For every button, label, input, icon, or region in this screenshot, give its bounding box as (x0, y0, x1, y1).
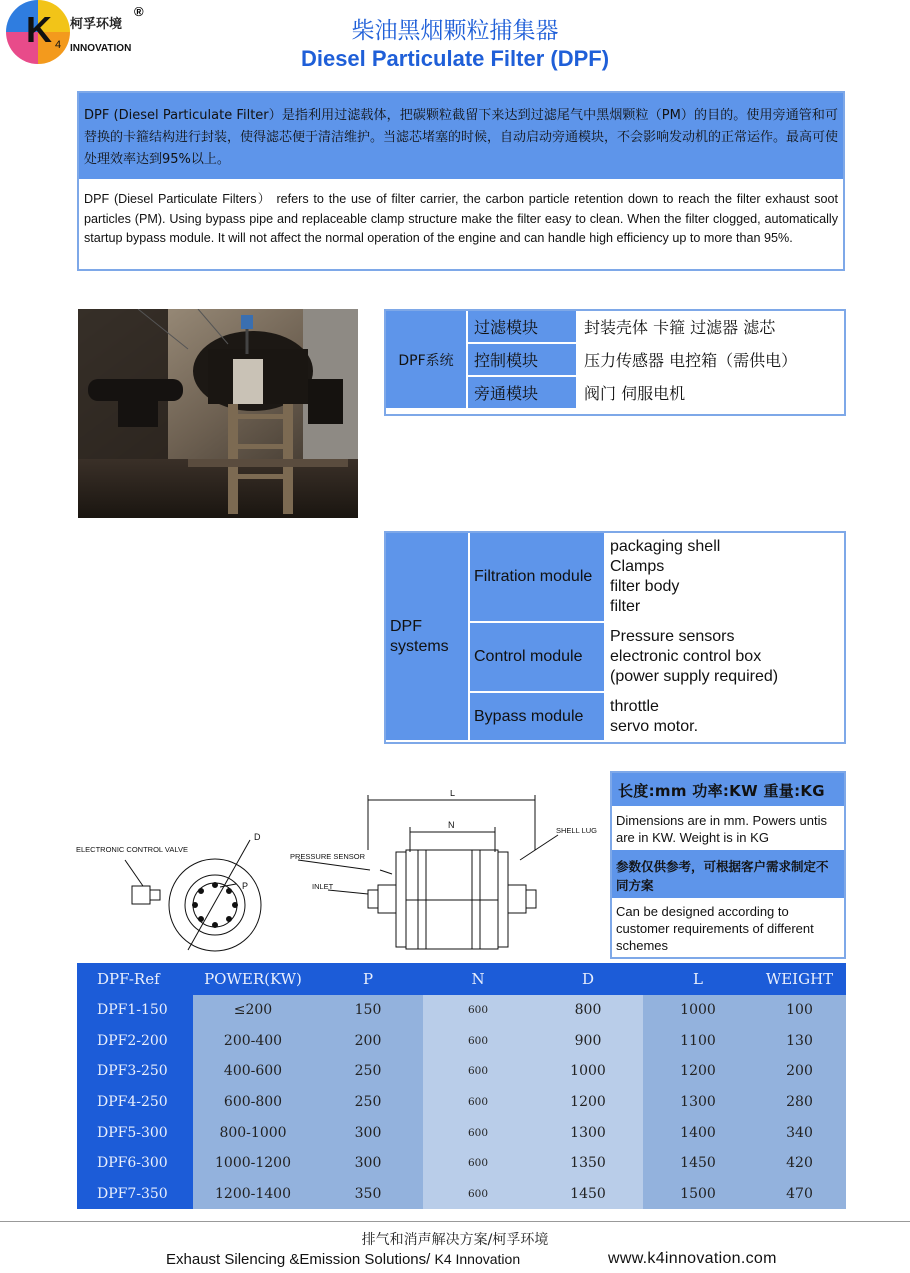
spec-cell: 600 (423, 1117, 533, 1148)
footer-url[interactable]: www.k4innovation.com (608, 1250, 777, 1267)
spec-cell: 600-800 (193, 1087, 313, 1118)
spec-cell: 1350 (533, 1148, 643, 1179)
custom-note-en: Can be designed according to customer requirements of different schemes (616, 904, 814, 953)
part-line: electronic control box (610, 648, 762, 665)
label-pressure-sensor: PRESSURE SENSOR (290, 852, 366, 861)
module-cell: Bypass module (469, 692, 605, 741)
system-table-en (384, 531, 846, 742)
spec-cell: 1500 (643, 1179, 753, 1210)
module-cell: 旁通模块 (467, 376, 577, 409)
spec-cell: 600 (423, 995, 533, 1026)
col-header: DPF-Ref (77, 963, 193, 995)
dimension-drawing (70, 790, 610, 960)
col-header: WEIGHT (753, 963, 846, 995)
spec-row (77, 1117, 846, 1148)
spec-cell: 250 (313, 1056, 423, 1087)
side-view-diagram (298, 795, 558, 949)
part-line: filter body (610, 578, 680, 595)
col-header: P (313, 963, 423, 995)
spec-cell: 200 (313, 1026, 423, 1057)
spec-cell: DPF6-300 (77, 1148, 193, 1179)
spec-cell: 1000-1200 (193, 1148, 313, 1179)
page-title-cn: 柴油黑烟颗粒捕集器 (351, 18, 559, 44)
page-title-en: Diesel Particulate Filter (DPF) (300, 46, 610, 71)
spec-cell: 600 (423, 1179, 533, 1210)
spec-row (77, 1056, 846, 1087)
registered-mark: ® (134, 4, 144, 19)
spec-cell: 1300 (533, 1117, 643, 1148)
spec-cell: DPF5-300 (77, 1117, 193, 1148)
spec-cell: 200 (753, 1056, 846, 1087)
parts-cell: 封装壳体 卡箍 过滤器 滤芯 (577, 310, 841, 343)
custom-note-cn: 参数仅供参考，可根据客户需求制定不同方案 (612, 850, 844, 898)
logo-name: 柯孚环境 (70, 17, 123, 32)
module-cell: 过滤模块 (467, 310, 577, 343)
spec-cell: 1200 (643, 1056, 753, 1087)
system-head-en: DPF systems (385, 532, 469, 741)
parts-cell: 阀门 伺服电机 (577, 376, 841, 409)
col-header: POWER(KW) (193, 963, 313, 995)
spec-cell: 130 (753, 1026, 846, 1057)
dpf-installation-photo (78, 309, 358, 518)
module-cell: Filtration module (469, 532, 605, 622)
parts-cell (605, 622, 845, 692)
footer-slogan: Exhaust Silencing &Emission Solutions/ (166, 1251, 431, 1268)
spec-cell: 1400 (643, 1117, 753, 1148)
footer-en (166, 1251, 520, 1268)
spec-cell: 900 (533, 1026, 643, 1057)
spec-cell: 800-1000 (193, 1117, 313, 1148)
intro-box (77, 91, 845, 271)
spec-cell: 400-600 (193, 1056, 313, 1087)
part-line: (power supply required) (610, 668, 779, 685)
spec-cell: 1200-1400 (193, 1179, 313, 1210)
spec-cell: DPF7-350 (77, 1179, 193, 1210)
spec-cell: 100 (753, 995, 846, 1026)
spec-cell: 470 (753, 1179, 846, 1210)
units-note-box (610, 771, 846, 959)
part-line: servo motor. (610, 717, 699, 735)
spec-cell: 280 (753, 1087, 846, 1118)
intro-en-text: DPF (Diesel Particulate Filters） refers to the use of filter carrier, the carbon particle retention down to reach the filter exhaust soot particles (PM). Using bypass pipe and replaceable clamp structure make the filter easy to clean. When the filter clogged, automatically startup bypass module. It will not affect the normal operation of the engine and can handle high efficiency up to more than 95%. (84, 192, 838, 246)
spec-cell: 300 (313, 1148, 423, 1179)
spec-row (77, 1087, 846, 1118)
col-header: L (643, 963, 753, 995)
parts-cell: 压力传感器 电控箱（需供电） (577, 343, 841, 376)
col-header: D (533, 963, 643, 995)
part-line: Clamps (610, 558, 665, 575)
part-line: throttle (610, 697, 659, 715)
end-view-diagram (125, 840, 261, 951)
spec-cell: DPF1-150 (77, 995, 193, 1026)
spec-cell: 1000 (533, 1056, 643, 1087)
spec-cell: 1450 (533, 1179, 643, 1210)
label-p: P (242, 881, 249, 891)
spec-cell: 1000 (643, 995, 753, 1026)
footer-brand: K4 Innovation (434, 1251, 521, 1267)
spec-cell: 200-400 (193, 1026, 313, 1057)
spec-cell: 150 (313, 995, 423, 1026)
parts-cell (605, 532, 845, 622)
col-header: N (423, 963, 533, 995)
spec-cell: 1450 (643, 1148, 753, 1179)
logo-subtitle: INNOVATION (70, 43, 132, 54)
parts-cell (605, 692, 845, 741)
spec-cell: DPF3-250 (77, 1056, 193, 1087)
spec-cell: ≤200 (193, 995, 313, 1026)
spec-cell: 600 (423, 1026, 533, 1057)
spec-cell: 600 (423, 1148, 533, 1179)
units-heading: 长度:mm 功率:KW 重量:KG (612, 773, 844, 806)
spec-row (77, 1026, 846, 1057)
part-line: Pressure sensors (610, 628, 735, 645)
label-inlet: INLET (312, 882, 334, 891)
spec-row (77, 1148, 846, 1179)
spec-cell: 1100 (643, 1026, 753, 1057)
module-cell: Control module (469, 622, 605, 692)
system-table-cn (384, 309, 842, 410)
logo-digit: 4 (55, 39, 62, 51)
label-n: N (448, 820, 455, 830)
spec-cell: 300 (313, 1117, 423, 1148)
footer-divider (0, 1221, 910, 1222)
logo-letter: K (26, 9, 52, 50)
label-d: D (254, 832, 261, 842)
spec-cell: DPF2-200 (77, 1026, 193, 1057)
units-note-en: Dimensions are in mm. Powers untis are in KW. Weight is in KG (616, 813, 827, 845)
spec-cell: 800 (533, 995, 643, 1026)
spec-table (77, 963, 846, 1209)
part-line: filter (610, 598, 641, 615)
spec-cell: 350 (313, 1179, 423, 1210)
spec-row (77, 995, 846, 1026)
system-head-cn: DPF系统 (385, 310, 467, 409)
spec-cell: 250 (313, 1087, 423, 1118)
spec-header-row (77, 963, 846, 995)
spec-row (77, 1179, 846, 1210)
footer-cn: 排气和消声解决方案/柯孚环境 (361, 1232, 549, 1248)
label-l: L (450, 790, 456, 798)
label-valve: ELECTRONIC CONTROL VALVE (76, 845, 188, 854)
spec-cell: 340 (753, 1117, 846, 1148)
spec-cell: 1200 (533, 1087, 643, 1118)
intro-cn-text: DPF (Diesel Particulate Filter）是指利用过滤载体，把碳颗粒截留下来达到过滤尾气中黑烟颗粒（PM）的目的。使用旁通管和可替换的卡箍结构进行封装，使得滤芯便于清洁维护。当滤芯堵塞的时候，自动启动旁通模块，不会影响发动机的正常运作。最高可使处理效率达到95%以上。 (79, 93, 843, 179)
label-shell-lug: SHELL LUG (556, 826, 597, 835)
spec-cell: 420 (753, 1148, 846, 1179)
spec-cell: DPF4-250 (77, 1087, 193, 1118)
spec-cell: 600 (423, 1056, 533, 1087)
spec-cell: 1300 (643, 1087, 753, 1118)
part-line: packaging shell (610, 538, 721, 555)
spec-cell: 600 (423, 1087, 533, 1118)
module-cell: 控制模块 (467, 343, 577, 376)
